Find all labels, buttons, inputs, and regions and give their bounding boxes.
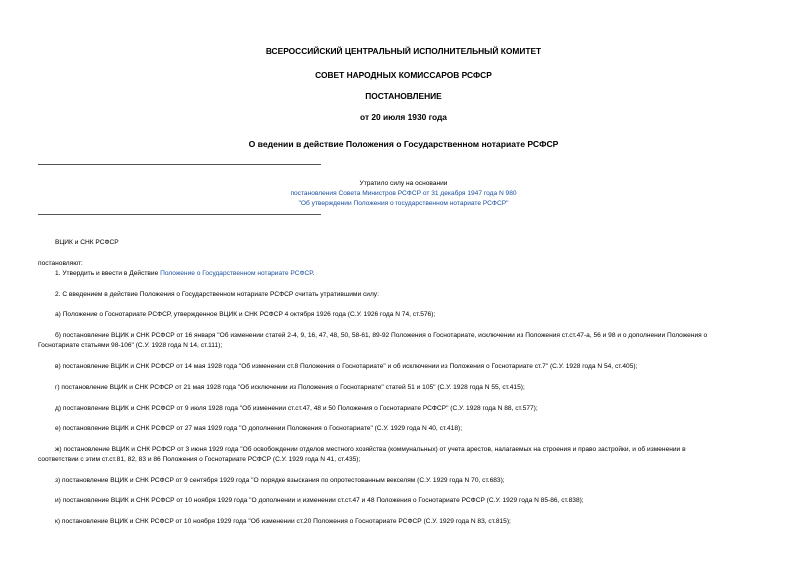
item-e: е) постановление ВЦИК и СНК РСФСР от 27 мая 1929 года "О дополнении Положения о Госнотариате" (С.У. 1929 года N 40, ст.418); [55, 425, 463, 432]
item-zh-line2: соответствии с этим ст.ст.81, 82, 83 и 86 Положения о Госнотариате РСФСР (С.У. 1929 года N 41, ст.435); [38, 456, 361, 463]
item-v: в) постановление ВЦИК и СНК РСФСР от 14 мая 1928 года "Об изменении ст.8 Положения о Госнотариате" и об исключении из Положения о Госнотариате ст.7" (С.У. 1928 года N 54, ст.405); [55, 363, 638, 370]
repeal-decree-title-link[interactable]: "Об утверждении Положения о государственном нотариате РСФСР" [298, 200, 509, 207]
document-date: от 20 июля 1930 года [360, 112, 447, 122]
divider-top [38, 164, 321, 165]
repeal-note-label: Утратило силу на основании [359, 180, 448, 187]
item-1-suffix: . [312, 270, 315, 277]
document-type: ПОСТАНОВЛЕНИЕ [365, 91, 442, 101]
item-zh-line1: ж) постановление ВЦИК и СНК РСФСР от 3 июня 1929 года "Об освобождении отделов местного хозяйства (коммунальных) от учета арестов, налагаемых на строения и право застройки, и об изменении в [55, 446, 686, 453]
resolve-line: постановляют: [38, 260, 83, 267]
issuer-header-snk: СОВЕТ НАРОДНЫХ КОМИССАРОВ РСФСР [315, 70, 492, 80]
divider-bottom [38, 214, 321, 215]
item-k: к) постановление ВЦИК и СНК РСФСР от 10 ноября 1929 года "Об изменении ст.20 Положения о Госнотариате РСФСР (С.У. 1929 года N 83, ст.815); [55, 518, 511, 525]
item-i: и) постановление ВЦИК и СНК РСФСР от 10 ноября 1929 года "О дополнении и изменении ст.ст.47 и 48 Положения о Госнотариате РСФСР (С.У. 1929 года N 85-86, ст.838); [55, 497, 584, 504]
repeal-decree-link[interactable]: постановления Совета Министров РСФСР от 31 декабря 1947 года N 980 [290, 190, 517, 197]
issuer-header-vtsik: ВСЕРОССИЙСКИЙ ЦЕНТРАЛЬНЫЙ ИСПОЛНИТЕЛЬНЫЙ КОМИТЕТ [265, 46, 542, 56]
item-1-text: 1. Утвердить и ввести в Действие [55, 270, 161, 277]
document-title: О ведении в действие Положения о Государственном нотариате РСФСР [248, 139, 559, 149]
item-d: д) постановление ВЦИК и СНК РСФСР от 9 июля 1928 года "Об изменении ст.ст.47, 48 и 50 Положения о Госнотариате РСФСР" (С.У. 1928 года N 88, ст.577); [55, 405, 538, 412]
item-a: а) Положение о Госнотариате РСФСР, утвержденное ВЦИК и СНК РСФСР 4 октября 1926 года (С.У. 1926 года N 74, ст.576); [55, 311, 436, 318]
regulation-link[interactable]: Положение о Государственном нотариате РСФСР [160, 270, 313, 277]
item-2: 2. С введением в действие Положения о Государственном нотариате РСФСР считать утратившими силу: [55, 291, 379, 298]
item-b-line1: б) постановление ВЦИК и СНК РСФСР от 16 января "Об изменении статей 2-4, 9, 16, 47, 48, 50, 58-61, 89-92 Положения о Госнотариате, исключении из Положения ст.ст.47-а, 56 и 98 и о дополнении Положения о [55, 332, 708, 339]
item-g: г) постановление ВЦИК и СНК РСФСР от 21 мая 1928 года "Об исключении из Положения о Госнотариате" статей 51 и 105" (С.У. 1928 года N 55, ст.415); [55, 384, 525, 391]
item-1 [55, 269, 314, 279]
issuer-line: ВЦИК и СНК РСФСР [55, 239, 119, 246]
item-z: з) постановление ВЦИК и СНК РСФСР от 9 сентября 1929 года "О порядке взыскания по опротестованным векселям (С.У. 1929 года N 70, ст.683); [55, 477, 505, 484]
item-b-line2: Госнотариате статьями 98-106" (С.У. 1928 года N 14, ст.111); [38, 342, 223, 349]
